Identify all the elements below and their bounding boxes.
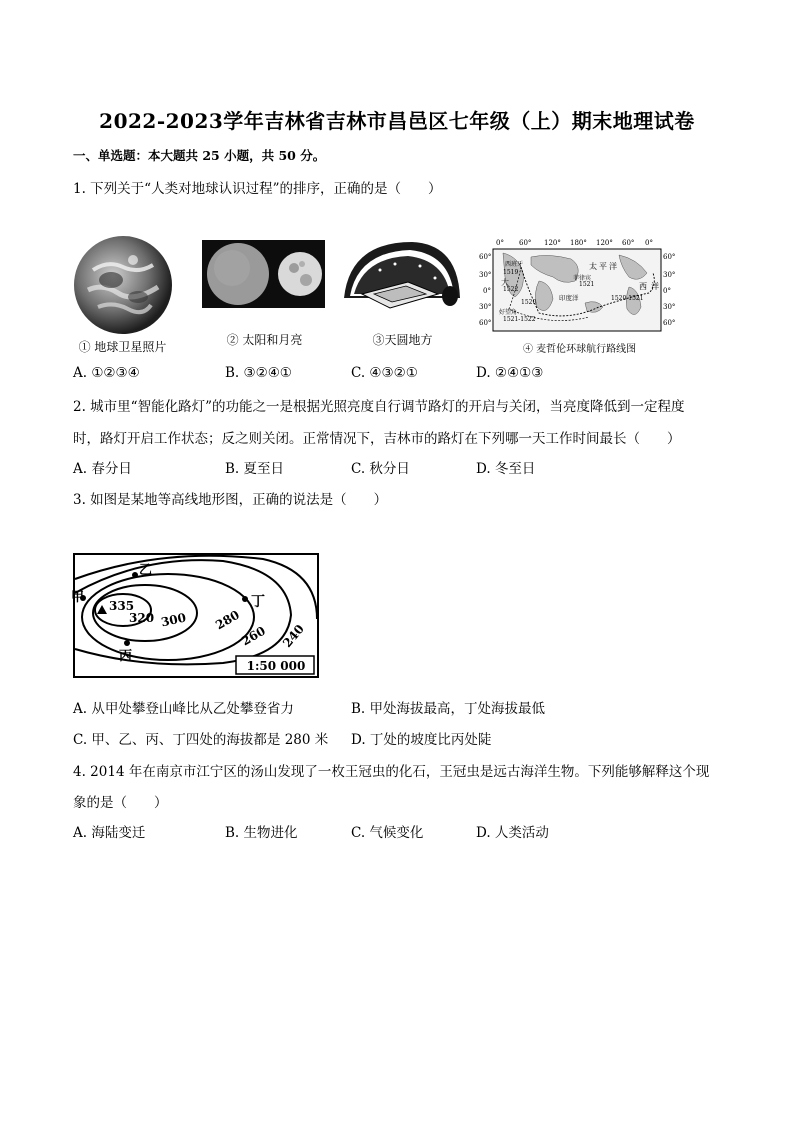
map-lat-0-right: 60° xyxy=(663,253,676,261)
contour-label-280: 280 xyxy=(213,607,242,633)
contour-label-240: 240 xyxy=(280,621,307,651)
contour-peak-label: 335 xyxy=(109,599,135,613)
q1-stem: 1. 下列关于“人类对地球认识过程”的排序，正确的是（ ） xyxy=(73,181,442,197)
map-lat-3: 30° xyxy=(479,303,492,311)
q3-option-d[interactable]: D. 丁处的坡度比丙处陡 xyxy=(351,732,492,748)
map-lat-2: 0° xyxy=(483,287,491,295)
map-lat-4-right: 60° xyxy=(663,319,676,327)
q2-option-a[interactable]: A. 春分日 xyxy=(73,461,132,477)
round-sky-square-earth-image xyxy=(340,238,462,312)
q1-caption-3: ③天圆地方 xyxy=(372,333,433,347)
q4-stem-line1: 4. 2014 年在南京市江宁区的汤山发现了一枚王冠虫的化石，王冠虫是远古海洋生物。下列能够解释这个现 xyxy=(73,764,710,780)
map-lon-5: 60° xyxy=(622,239,635,247)
q4-stem-line2: 象的是（ ） xyxy=(73,795,168,811)
q3-option-a[interactable]: A. 从甲处攀登山峰比从乙处攀登省力 xyxy=(73,701,294,717)
map-route-3: 1522 xyxy=(503,286,519,293)
map-route-7: 好望角 xyxy=(499,309,518,316)
q2-stem-line1: 2. 城市里“智能化路灯”的功能之一是根据光照亮度自行调节路灯的开启与关闭，当亮度降低到一定程度 xyxy=(73,399,685,415)
map-lat-0: 60° xyxy=(479,253,492,261)
q2-option-c[interactable]: C. 秋分日 xyxy=(351,461,410,477)
point-ding: 丁 xyxy=(251,594,265,610)
q2-stem-line2: 时，路灯开启工作状态；反之则关闭。正常情况下，吉林市的路灯在下列哪一天工作时间最长（ ） xyxy=(73,431,681,447)
q1-option-a[interactable]: A. ①②③④ xyxy=(73,365,140,381)
map-ocean-6: 洋 xyxy=(651,282,659,291)
map-ocean-1: 太 xyxy=(589,262,597,271)
q3-option-c[interactable]: C. 甲、乙、丙、丁四处的海拔都是 280 米 xyxy=(73,732,329,748)
magellan-route-map xyxy=(479,237,675,337)
q2-option-d[interactable]: D. 冬至日 xyxy=(476,461,536,477)
q1-option-b[interactable]: B. ③②④① xyxy=(225,365,292,381)
q1-caption-4: ④ 麦哲伦环球航行路线图 xyxy=(523,344,637,355)
map-route-9: 1520-1521 xyxy=(611,295,644,302)
section-heading: 一、单选题：本大题共 25 小题，共 50 分。 xyxy=(73,148,326,163)
q4-option-b[interactable]: B. 生物进化 xyxy=(225,825,298,841)
point-jia: 甲 xyxy=(71,590,85,605)
q1-option-d[interactable]: D. ②④①③ xyxy=(476,365,544,381)
point-bing: 丙 xyxy=(119,649,133,664)
map-lon-2: 120° xyxy=(544,239,561,247)
q3-stem: 3. 如图是某地等高线地形图，正确的说法是（ ） xyxy=(73,492,388,508)
map-lon-6: 0° xyxy=(645,239,653,247)
map-lon-3: 180° xyxy=(570,239,587,247)
map-ocean-5: 西 xyxy=(639,282,647,291)
map-route-5: 1521 xyxy=(579,281,595,288)
map-ocean-2: 平 xyxy=(599,262,607,271)
contour-label-320: 320 xyxy=(129,611,155,625)
q4-option-d[interactable]: D. 人类活动 xyxy=(476,825,549,841)
q3-option-b[interactable]: B. 甲处海拔最高，丁处海拔最低 xyxy=(351,701,546,717)
map-lon-1: 60° xyxy=(519,239,532,247)
map-lat-4: 60° xyxy=(479,319,492,327)
map-route-2: 1519 xyxy=(503,269,519,276)
point-yi: 乙 xyxy=(139,563,153,578)
page-title: 2022-2023学年吉林省吉林市昌邑区七年级（上）期末地理试卷 xyxy=(99,109,695,133)
q4-option-a[interactable]: A. 海陆变迁 xyxy=(73,825,146,841)
map-route-6: 1520 xyxy=(521,299,537,306)
map-lat-2-right: 0° xyxy=(663,287,671,295)
q1-option-c[interactable]: C. ④③②① xyxy=(351,365,418,381)
earth-satellite-image xyxy=(73,235,173,335)
sun-and-moon-image xyxy=(202,240,325,308)
map-lon-4: 120° xyxy=(596,239,613,247)
map-lon-0: 0° xyxy=(496,239,504,247)
contour-map xyxy=(73,553,319,678)
map-ocean-7: 印度洋 xyxy=(559,294,579,302)
map-route-4: 菲律宾 xyxy=(573,275,592,282)
map-ocean-4: 大 xyxy=(501,278,509,287)
map-route-1: 西班牙 xyxy=(505,261,524,268)
contour-label-300: 300 xyxy=(159,610,188,630)
q4-option-c[interactable]: C. 气候变化 xyxy=(351,825,424,841)
map-lat-1-right: 30° xyxy=(663,271,676,279)
map-lat-3-right: 30° xyxy=(663,303,676,311)
q1-caption-2: ② 太阳和月亮 xyxy=(226,333,303,347)
contour-label-260: 260 xyxy=(239,623,268,649)
q1-caption-1: ① 地球卫星照片 xyxy=(78,340,167,354)
map-scale: 1:50 000 xyxy=(246,659,306,673)
map-ocean-3: 洋 xyxy=(609,262,617,271)
q2-option-b[interactable]: B. 夏至日 xyxy=(225,461,285,477)
map-route-8: 1521-1522 xyxy=(503,316,536,323)
map-lat-1: 30° xyxy=(479,271,492,279)
